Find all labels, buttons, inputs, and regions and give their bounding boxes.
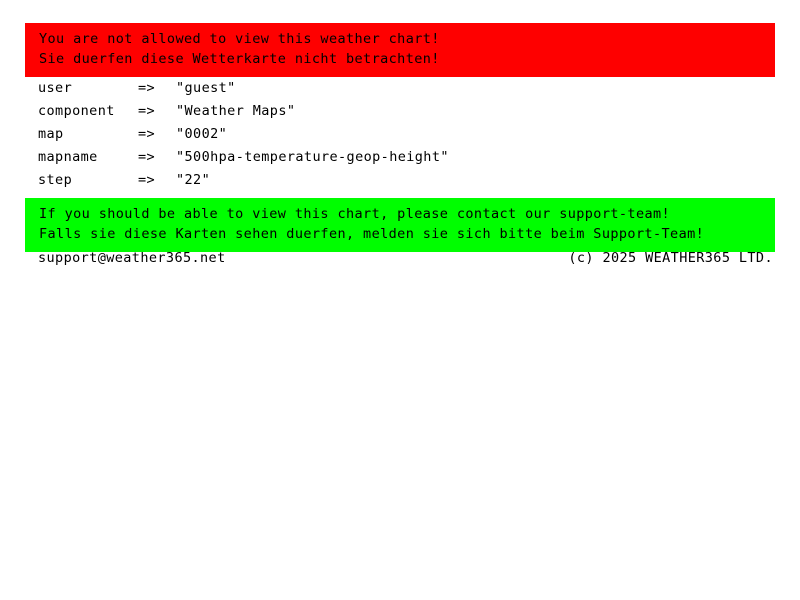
- param-key: mapname: [38, 149, 98, 165]
- param-arrow: =>: [138, 149, 156, 165]
- param-arrow: =>: [138, 80, 156, 96]
- error-banner-line-en: You are not allowed to view this weather chart!: [39, 31, 440, 47]
- param-value: "0002": [176, 126, 228, 142]
- error-banner-line-de: Sie duerfen diese Wetterkarte nicht betrachten!: [39, 51, 440, 67]
- param-key: component: [38, 103, 115, 119]
- support-banner: [25, 198, 775, 252]
- table-row: [38, 126, 449, 149]
- param-key: user: [38, 80, 73, 96]
- param-key: step: [38, 172, 73, 188]
- table-row: [38, 80, 449, 103]
- table-row: [38, 103, 449, 126]
- support-email-link[interactable]: support@weather365.net: [38, 250, 226, 266]
- param-value: "guest": [176, 80, 236, 96]
- param-value: "500hpa-temperature-geop-height": [176, 149, 449, 165]
- table-row: [38, 149, 449, 172]
- footer: [38, 250, 773, 266]
- table-row: [38, 172, 449, 195]
- param-key: map: [38, 126, 64, 142]
- support-banner-line-de: Falls sie diese Karten sehen duerfen, melden sie sich bitte beim Support-Team!: [39, 226, 705, 242]
- support-banner-line-en: If you should be able to view this chart, please contact our support-team!: [39, 206, 671, 222]
- param-arrow: =>: [138, 103, 156, 119]
- param-value: "Weather Maps": [176, 103, 296, 119]
- copyright-notice: (c) 2025 WEATHER365 LTD.: [568, 250, 773, 266]
- param-arrow: =>: [138, 126, 156, 142]
- request-parameters-table: [38, 80, 449, 195]
- error-banner: [25, 23, 775, 77]
- param-value: "22": [176, 172, 211, 188]
- param-arrow: =>: [138, 172, 156, 188]
